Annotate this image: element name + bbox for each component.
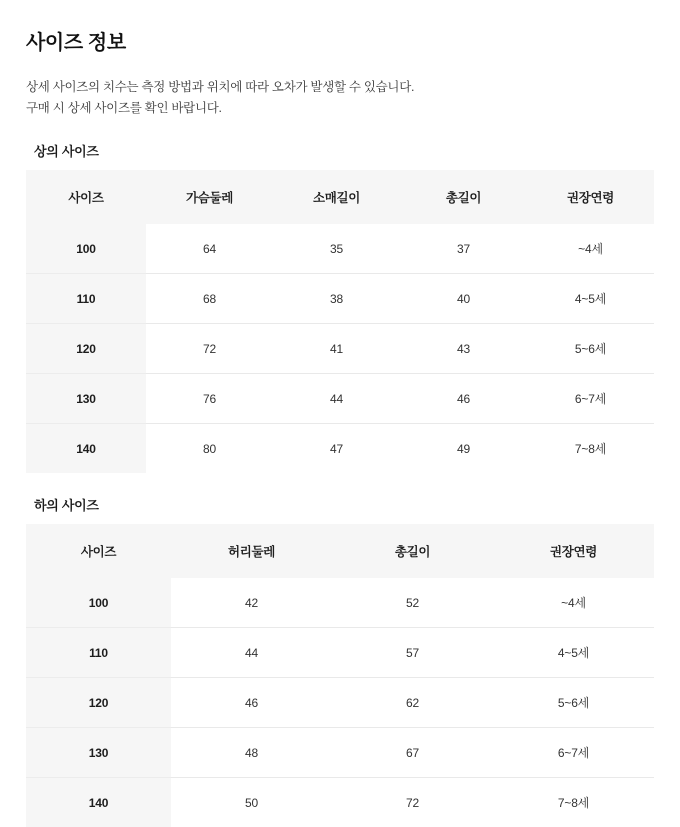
cell-value: 4~5세 <box>527 274 654 324</box>
cell-value: 52 <box>332 578 493 628</box>
table-row <box>26 578 654 628</box>
table-row <box>26 628 654 678</box>
table-row <box>26 324 654 374</box>
cell-value: 48 <box>171 728 332 778</box>
cell-value: 80 <box>146 424 273 474</box>
top-size-section <box>26 141 654 473</box>
column-header: 권장연령 <box>527 170 654 224</box>
column-header: 총길이 <box>332 524 493 578</box>
cell-value: 38 <box>273 274 400 324</box>
top-section-title: 상의 사이즈 <box>34 141 654 160</box>
cell-value: ~4세 <box>527 224 654 274</box>
notice-line-2: 구매 시 상세 사이즈를 확인 바랍니다. <box>26 98 654 119</box>
table-row <box>26 678 654 728</box>
top-size-table <box>26 170 654 473</box>
cell-size: 120 <box>26 678 171 728</box>
cell-value: 72 <box>146 324 273 374</box>
cell-value: 6~7세 <box>527 374 654 424</box>
cell-value: 47 <box>273 424 400 474</box>
table-row <box>26 274 654 324</box>
cell-value: 40 <box>400 274 527 324</box>
column-header: 가슴둘레 <box>146 170 273 224</box>
cell-value: 35 <box>273 224 400 274</box>
column-header: 사이즈 <box>26 524 171 578</box>
cell-size: 130 <box>26 728 171 778</box>
cell-size: 100 <box>26 578 171 628</box>
cell-value: ~4세 <box>493 578 654 628</box>
cell-size: 140 <box>26 424 146 474</box>
column-header: 사이즈 <box>26 170 146 224</box>
column-header: 허리둘레 <box>171 524 332 578</box>
cell-size: 120 <box>26 324 146 374</box>
cell-size: 140 <box>26 778 171 827</box>
cell-value: 64 <box>146 224 273 274</box>
table-header-row <box>26 524 654 578</box>
bottom-size-table <box>26 524 654 827</box>
table-row <box>26 424 654 474</box>
cell-size: 110 <box>26 628 171 678</box>
cell-value: 7~8세 <box>527 424 654 474</box>
bottom-section-title: 하의 사이즈 <box>34 495 654 514</box>
cell-size: 100 <box>26 224 146 274</box>
cell-value: 44 <box>273 374 400 424</box>
cell-value: 62 <box>332 678 493 728</box>
cell-value: 76 <box>146 374 273 424</box>
table-row <box>26 224 654 274</box>
page-title: 사이즈 정보 <box>26 22 654 55</box>
cell-value: 50 <box>171 778 332 827</box>
cell-size: 130 <box>26 374 146 424</box>
table-row <box>26 374 654 424</box>
column-header: 총길이 <box>400 170 527 224</box>
cell-size: 110 <box>26 274 146 324</box>
table-row <box>26 778 654 827</box>
cell-value: 43 <box>400 324 527 374</box>
cell-value: 49 <box>400 424 527 474</box>
cell-value: 42 <box>171 578 332 628</box>
cell-value: 37 <box>400 224 527 274</box>
column-header: 소매길이 <box>273 170 400 224</box>
cell-value: 4~5세 <box>493 628 654 678</box>
notice-line-1: 상세 사이즈의 치수는 측정 방법과 위치에 따라 오차가 발생할 수 있습니다. <box>26 77 654 98</box>
bottom-size-section <box>26 495 654 827</box>
table-header-row <box>26 170 654 224</box>
cell-value: 5~6세 <box>527 324 654 374</box>
cell-value: 6~7세 <box>493 728 654 778</box>
cell-value: 68 <box>146 274 273 324</box>
notice-block <box>26 77 654 119</box>
column-header: 권장연령 <box>493 524 654 578</box>
table-row <box>26 728 654 778</box>
cell-value: 46 <box>400 374 527 424</box>
cell-value: 41 <box>273 324 400 374</box>
cell-value: 5~6세 <box>493 678 654 728</box>
cell-value: 46 <box>171 678 332 728</box>
cell-value: 67 <box>332 728 493 778</box>
cell-value: 44 <box>171 628 332 678</box>
cell-value: 57 <box>332 628 493 678</box>
cell-value: 7~8세 <box>493 778 654 827</box>
cell-value: 72 <box>332 778 493 827</box>
